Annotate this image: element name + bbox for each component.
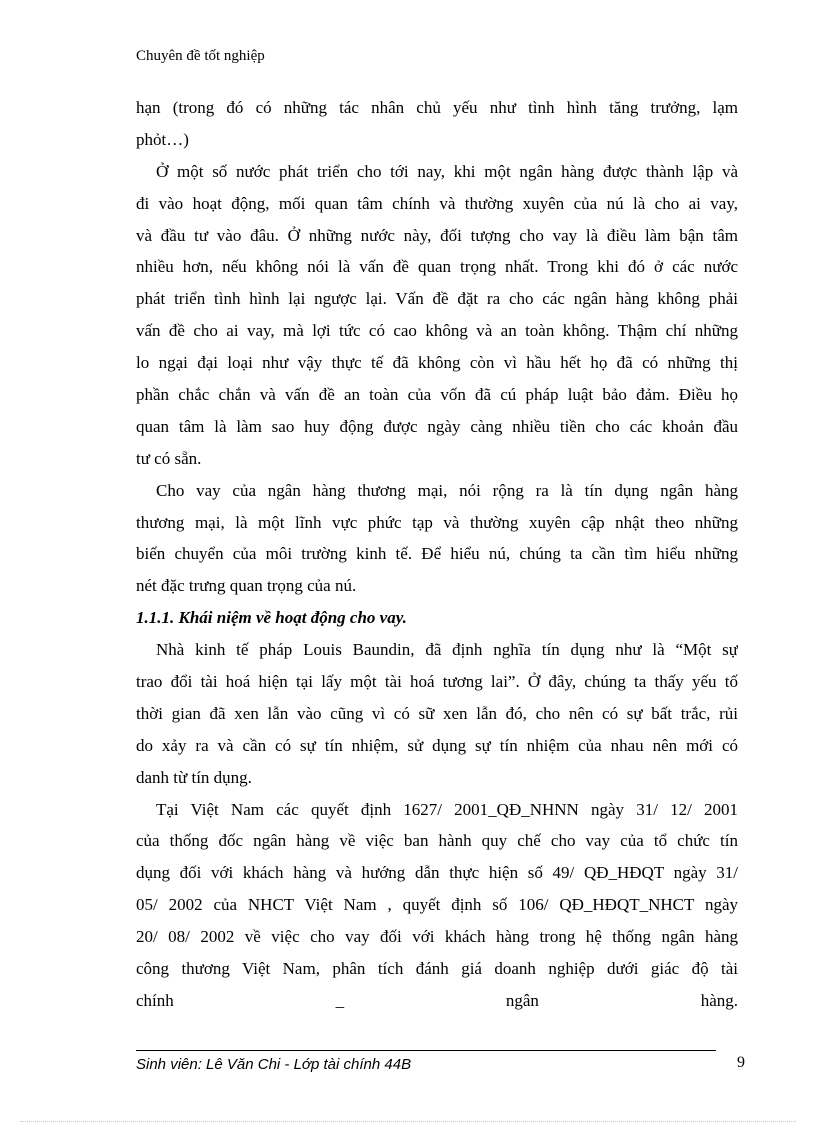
text-line: quan tâm là làm sao huy động được ngày càng nhiều tiền cho các khoản đầu [136, 416, 738, 436]
text-line: đi vào hoạt động, mối quan tâm chính và thường xuyên của nú là cho ai vay, [136, 193, 738, 213]
text-line: Tại Việt Nam các quyết định 1627/ 2001_QĐ_NHNN ngày 31/ 12/ 2001 [156, 799, 738, 819]
text-line: Nhà kinh tế pháp Louis Baundin, đã định nghĩa tín dụng như là “Một sự [156, 640, 738, 660]
text-line: trao đổi tài hoá hiện tại lấy một tài hoá tương lai”. Ở đây, chúng ta thấy yếu tố [136, 672, 738, 692]
text-line: 05/ 2002 của NHCT Việt Nam , quyết định số 106/ QĐ_HĐQT_NHCT ngày [136, 895, 738, 915]
running-header: Chuyên đề tốt nghiệp [136, 48, 265, 64]
text-line: danh từ tín dụng. [136, 767, 252, 787]
footer-rule [136, 1050, 716, 1051]
text-line: nét đặc trưng quan trọng của nú. [136, 576, 357, 596]
page-number: 9 [737, 1054, 745, 1071]
text-line: dụng đối với khách hàng và hướng dẫn thực hiện số 49/ QĐ_HĐQT ngày 31/ [136, 863, 738, 883]
text-line: 20/ 08/ 2002 về việc cho vay đối với khách hàng trong hệ thống ngân hàng [136, 927, 738, 947]
text-line: nhiều hơn, nếu không nói là vấn đề quan trọng nhất. Trong khi đó ở các nước [136, 257, 738, 277]
text-line: tư có sẵn. [136, 448, 202, 468]
text-line: thương mại, là một lĩnh vực phức tạp và thường xuyên cập nhật theo những [136, 512, 738, 532]
text-line: phát triển tình hình lại ngược lại. Vấn đề đặt ra cho các ngân hàng không phải [136, 289, 738, 309]
text-line: Ở một số nước phát triển cho tới nay, khi một ngân hàng được thành lập và [156, 161, 738, 181]
text-line: vấn đề cho ai vay, mà lợi tức có cao không và an toàn không. Thậm chí những [136, 321, 738, 341]
running-footer: Sinh viên: Lê Văn Chi - Lớp tài chính 44B [136, 1056, 412, 1073]
text-line: của thống đốc ngân hàng về việc ban hành quy chế cho vay của tổ chức tín [136, 831, 738, 851]
page-edge-divider [20, 1121, 796, 1122]
text-line: thời gian đã xen lẫn vào cũng vì có sữ xen lẫn đó, cho nên có sự bất trắc, rủi [136, 703, 738, 723]
section-heading: 1.1.1. Khái niệm về hoạt động cho vay. [136, 608, 407, 628]
text-line: lo ngại đại loại như vậy thực tế đã không còn vì hầu hết họ đã có những thị [136, 353, 738, 373]
text-line: do xảy ra và cần có sự tín nhiệm, sử dụng sự tín nhiệm của nhau nên mới có [136, 735, 738, 755]
text-line: và đầu tư vào đâu. Ở những nước này, đối tượng cho vay là điều làm bận tâm [136, 225, 738, 245]
text-line: biến chuyển của môi trường kinh tế. Để hiểu nú, chúng ta cần tìm hiểu những [136, 544, 738, 564]
text-line: Cho vay của ngân hàng thương mại, nói rộng ra là tín dụng ngân hàng [156, 480, 738, 500]
text-line: công thương Việt Nam, phân tích đánh giá doanh nghiệp dưới giác độ tài [136, 959, 738, 979]
text-line: phần chắc chắn và vấn đề an toàn của vốn đã cú pháp luật bảo đảm. Điều họ [136, 385, 738, 405]
text-line: phỏt…) [136, 129, 189, 149]
text-line: chính _ ngân hàng. [136, 990, 738, 1010]
text-line: hạn (trong đó có những tác nhân chủ yếu như tình hình tăng trưởng, lạm [136, 98, 738, 117]
body-text [136, 92, 738, 1017]
